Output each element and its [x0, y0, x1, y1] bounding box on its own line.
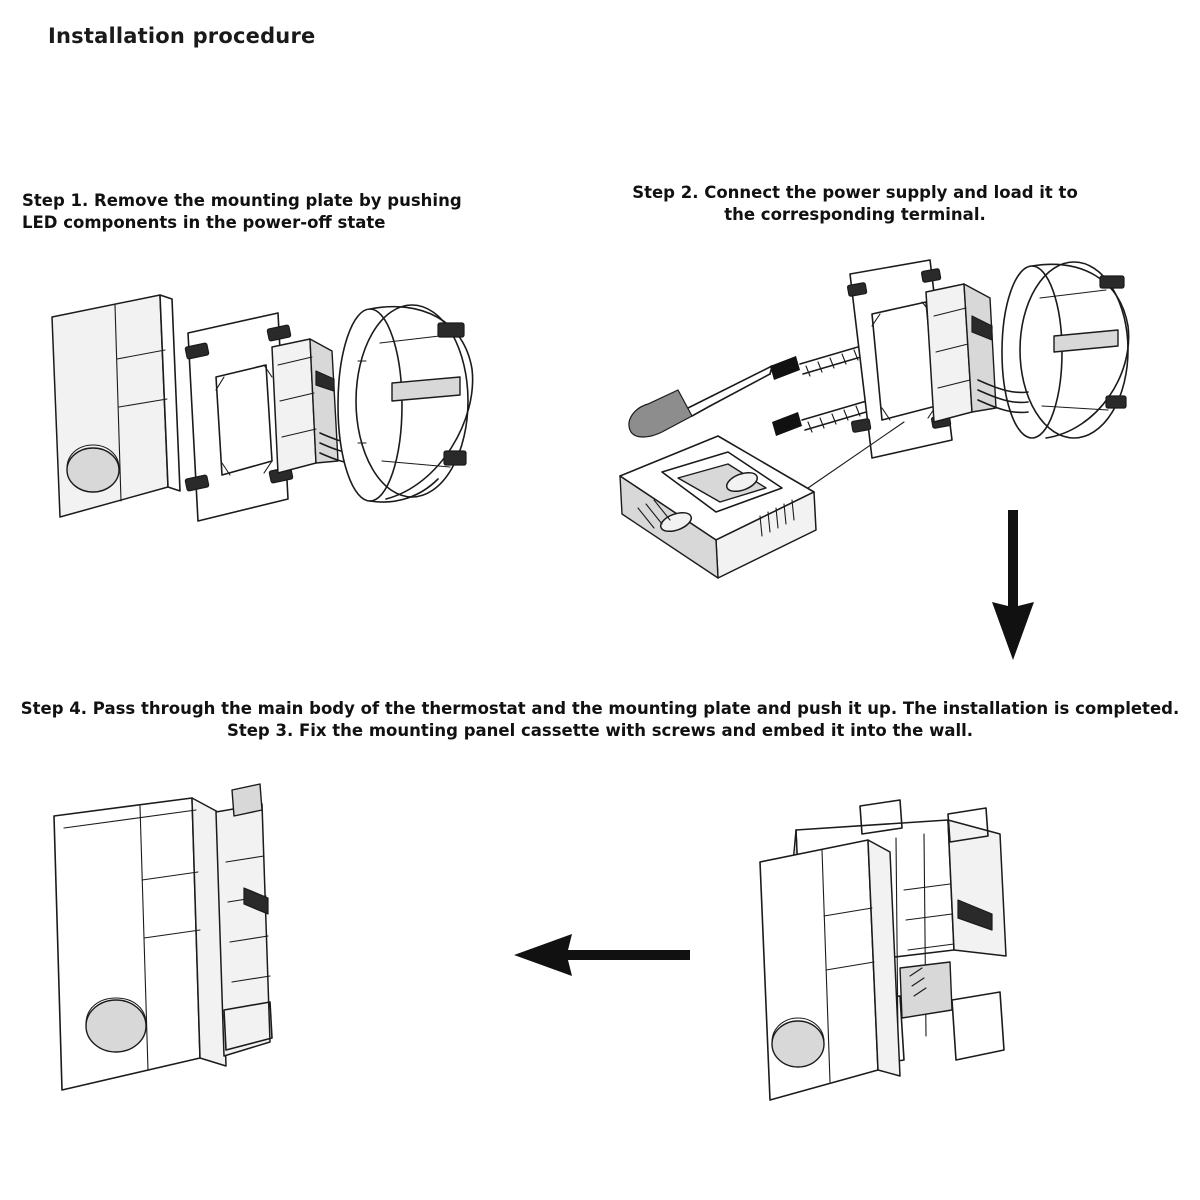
step-4-and-3-caption: Step 4. Pass through the main body of the thermostat and the mounting plate and push it up. The installation is completed. Step 3. Fix the mounting panel cassette with screws and embed it into the wall.	[20, 699, 1180, 741]
step-2-illustration	[600, 240, 1200, 640]
screwdriver-icon	[629, 366, 772, 437]
down-arrow-icon	[960, 510, 1070, 660]
assembled-thermostat	[760, 840, 900, 1100]
mounting-plate-behind	[216, 784, 272, 1056]
step-1-caption: Step 1. Remove the mounting plate by pushing LED components in the power-off state	[22, 191, 462, 233]
wall-back-box	[1002, 262, 1129, 438]
wall-back-box	[338, 299, 476, 502]
assembled-thermostat	[54, 798, 226, 1090]
left-arrow-icon	[500, 900, 690, 1010]
thermostat-front-panel	[52, 295, 180, 517]
step-1-illustration	[20, 255, 540, 595]
step-2-caption: Step 2. Connect the power supply and load it to the corresponding terminal.	[632, 183, 1078, 225]
thermostat-inner-module	[272, 339, 338, 473]
page-title: Installation procedure	[48, 24, 316, 48]
terminal-block	[926, 284, 996, 422]
thermostat-back-body	[620, 436, 816, 578]
step-4-illustration	[20, 770, 490, 1150]
step-3-illustration	[700, 770, 1170, 1150]
screw-upper	[770, 344, 871, 380]
